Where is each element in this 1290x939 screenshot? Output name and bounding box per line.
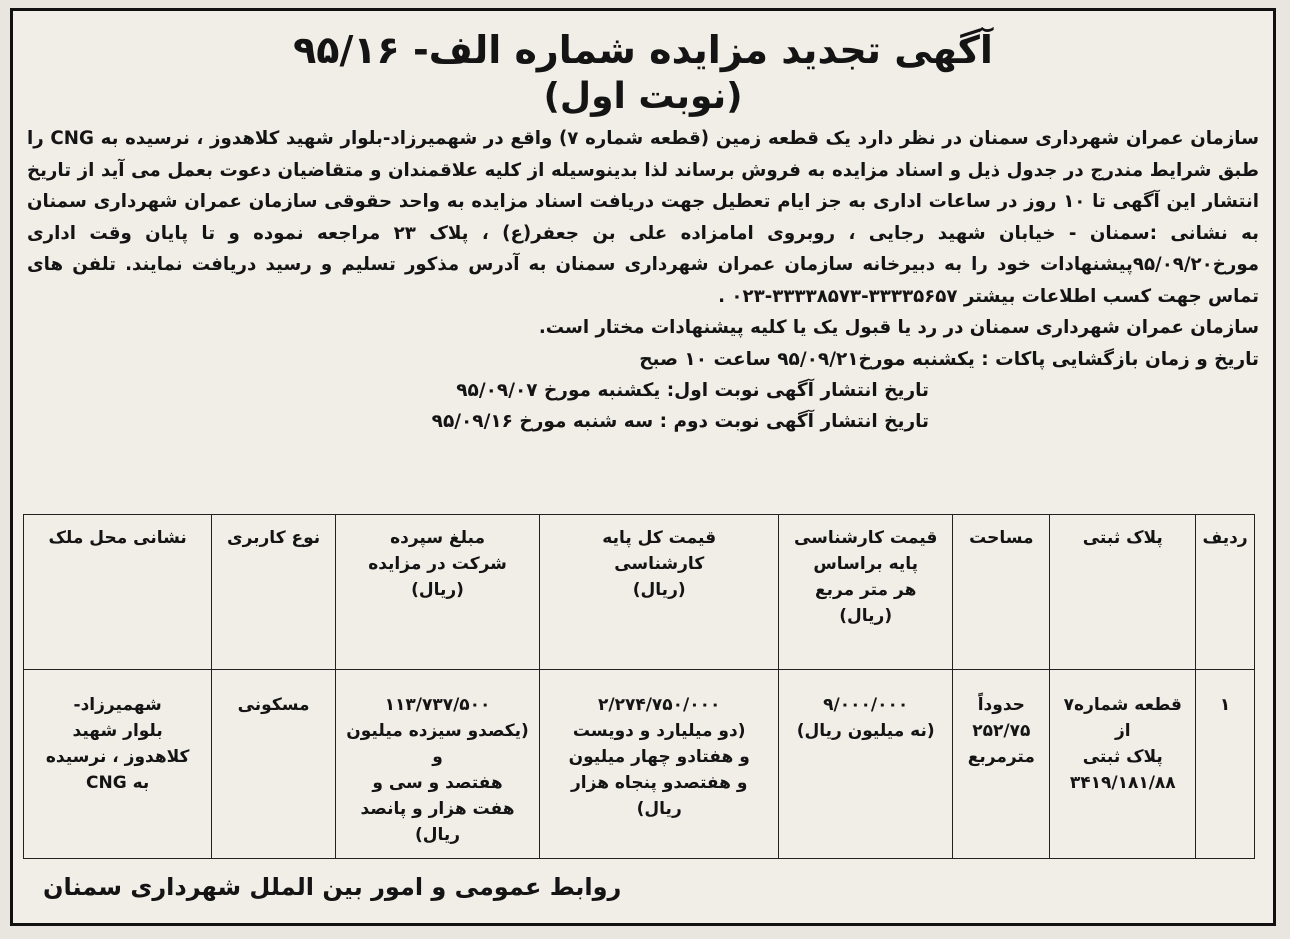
header-property-address: نشانی محل ملک: [24, 515, 212, 670]
auction-table: [23, 514, 1255, 859]
notice-page: [10, 8, 1276, 926]
header-price-per-sqm: قیمت کارشناسی پایه براساس هر متر مربع (ریال): [779, 515, 953, 670]
cell-property-address: شهمیرزاد- بلوار شهید کلاهدوز ، نرسیده به CNG: [24, 670, 212, 859]
cell-area: حدوداً ۲۵۲/۷۵ مترمربع: [953, 670, 1050, 859]
cell-row-number: ۱: [1196, 670, 1255, 859]
cell-registration-plate: قطعه شماره۷ از پلاک ثبتی ۳۴۱۹/۱۸۱/۸۸: [1050, 670, 1196, 859]
notice-body: [13, 123, 1273, 344]
header-usage-type: نوع کاربری: [212, 515, 335, 670]
notice-subtitle: (نوبت اول): [543, 76, 743, 117]
header-area: مساحت: [953, 515, 1050, 670]
notice-dates: [13, 344, 1273, 437]
cell-deposit-amount: ۱۱۳/۷۳۷/۵۰۰ (یکصدو سیزده میلیون و هفتصد و سی و هفت هزار و پانصد ریال): [335, 670, 539, 859]
notice-signature: روابط عمومی و امور بین الملل شهرداری سمنان: [43, 873, 622, 901]
cell-price-per-sqm: ۹/۰۰۰/۰۰۰ (نه میلیون ریال): [779, 670, 953, 859]
notice-paragraph: سازمان عمران شهرداری سمنان در نظر دارد یک قطعه زمین (قطعه شماره ۷) واقع در شهمیرزاد-بلوار شهید کلاهدوز ، نرسیده به CNG را طبق شرایط مندرج در جدول ذیل و اسناد مزایده به فروش برساند لذا بدینوسیله از کلیه علاقمندان و متقاضیان دعوت بعمل می آید از تاریخ انتشار این آگهی تا ۱۰ روز در ساعات اداری به جز ایام تعطیل جهت دریافت اسناد مزایده به واحد حقوقی سازمان عمران شهرداری سمنان به نشانی :سمنان - خیابان شهید رجایی ، روبروی امامزاده علی بن جعفر(ع) ، پلاک ۲۳ مراجعه نموده و تا پایان وقت اداری مورخ۹۵/۰۹/۲۰پیشنهادات خود را به دبیرخانه سازمان عمران شهرداری سمنان به آدرس مذکور تسلیم و رسید دریافت نمایند. تلفن های تماس جهت کسب اطلاعات بیشتر ۳۳۳۳۵۶۵۷-۳۳۳۳۸۵۷۳-۰۲۳ .: [27, 128, 1259, 307]
opening-date: تاریخ و زمان بازگشایی پاکات : یکشنبه مورخ۹۵/۰۹/۲۱ ساعت ۱۰ صبح: [639, 348, 1259, 370]
first-publish-date: تاریخ انتشار آگهی نوبت اول: یکشنبه مورخ ۹۵/۰۹/۰۷: [456, 379, 929, 401]
cell-usage-type: مسکونی: [212, 670, 335, 859]
header-row-number: ردیف: [1196, 515, 1255, 670]
header-total-base-price: قیمت کل پایه کارشناسی (ریال): [540, 515, 779, 670]
cell-total-base-price: ۲/۲۷۴/۷۵۰/۰۰۰ (دو میلیارد و دویست و هفتادو چهار میلیون و هفتصدو پنجاه هزار ریال): [540, 670, 779, 859]
header-deposit-amount: مبلغ سپرده شرکت در مزایده (ریال): [335, 515, 539, 670]
table-header-row: [24, 515, 1255, 670]
notice-title: آگهی تجدید مزایده شماره الف- ۹۵/۱۶: [293, 28, 993, 72]
second-publish-date: تاریخ انتشار آگهی نوبت دوم : سه شنبه مورخ ۹۵/۰۹/۱۶: [431, 410, 929, 432]
notice-rights-line: سازمان عمران شهرداری سمنان در رد یا قبول یک یا کلیه پیشنهادات مختار است.: [538, 317, 1259, 338]
header-registration-plate: پلاک ثبتی: [1050, 515, 1196, 670]
table-row: [24, 670, 1255, 859]
